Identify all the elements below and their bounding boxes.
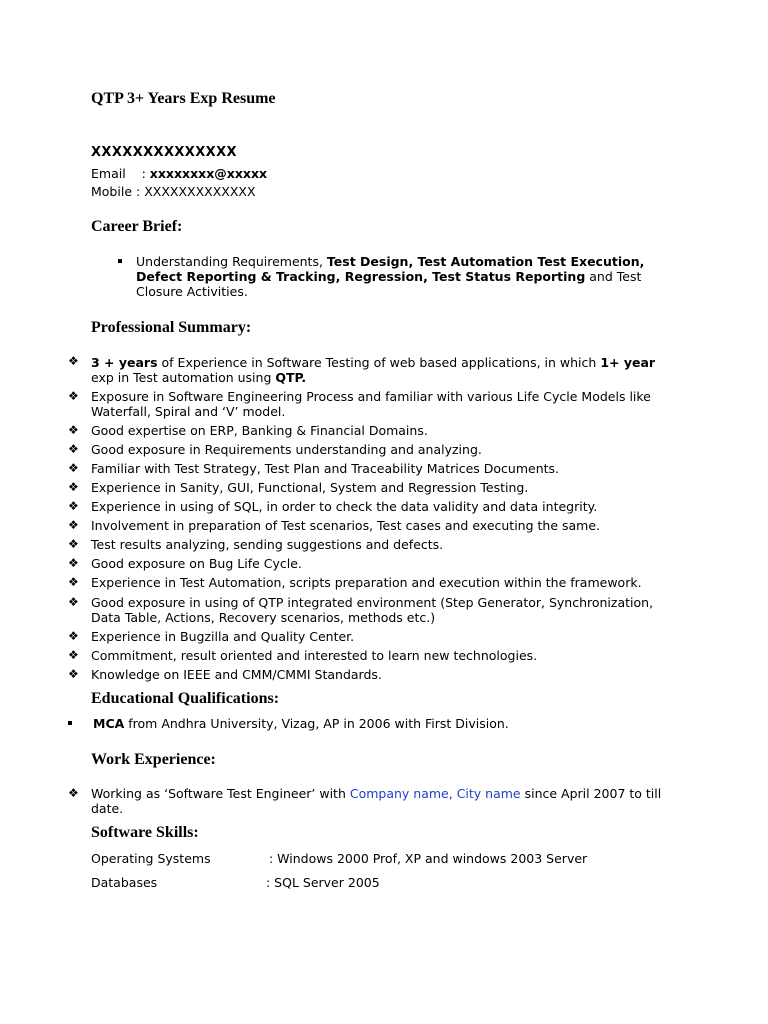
summary-bold-qtp: QTP. (275, 370, 307, 385)
career-text-2: and Test (585, 269, 642, 284)
degree-details: from Andhra University, Vizag, AP in 2006 with First Division. (124, 716, 509, 731)
list-item: Good exposure on Bug Life Cycle. (91, 556, 302, 571)
summary-qtp-line-2: Data Table, Actions, Recovery scenarios, methods etc.) (91, 610, 436, 625)
work-item (91, 786, 661, 816)
diamond-bullet-icon: ❖ (68, 667, 79, 681)
square-bullet-icon (68, 721, 72, 725)
summary-bold-year: 1+ year (600, 355, 656, 370)
list-item: Good exposure in Requirements understanding and analyzing. (91, 442, 482, 457)
diamond-bullet-icon: ❖ (68, 461, 79, 475)
square-bullet-icon (118, 259, 122, 263)
list-item: Experience in using of SQL, in order to check the data validity and data integrity. (91, 499, 598, 514)
mobile-label: Mobile : (91, 184, 141, 199)
skill-label-db: Databases (91, 875, 158, 890)
diamond-bullet-icon: ❖ (68, 442, 79, 456)
career-text-3: Closure Activities. (136, 284, 248, 299)
skill-label-os: Operating Systems (91, 851, 211, 866)
education-heading: Educational Qualifications: (91, 690, 280, 707)
list-item: Involvement in preparation of Test scenarios, Test cases and executing the same. (91, 518, 601, 533)
mobile-value: XXXXXXXXXXXXX (144, 184, 256, 199)
diamond-bullet-icon: ❖ (68, 537, 79, 551)
diamond-bullet-icon: ❖ (68, 575, 79, 589)
work-text-1: Working as ‘Software Test Engineer’ with (91, 786, 350, 801)
diamond-bullet-icon: ❖ (68, 556, 79, 570)
career-brief-heading: Career Brief: (91, 218, 183, 235)
email-line (91, 166, 267, 181)
candidate-name: XXXXXXXXXXXXXX (91, 145, 237, 160)
work-text-2: since April 2007 to till (520, 786, 662, 801)
skill-value-db: : SQL Server 2005 (266, 875, 380, 890)
career-bold-2: Defect Reporting & Tracking, Regression, Test Status Reporting (136, 269, 586, 284)
diamond-bullet-icon: ❖ (68, 389, 79, 403)
page-title: QTP 3+ Years Exp Resume (91, 90, 276, 107)
skill-value-os: : Windows 2000 Prof, XP and windows 2003 Server (269, 851, 588, 866)
diamond-bullet-icon: ❖ (68, 648, 79, 662)
career-text-1: Understanding Requirements, (136, 254, 327, 269)
list-item: Commitment, result oriented and interested to learn new technologies. (91, 648, 538, 663)
degree: MCA (93, 716, 125, 731)
list-item: Experience in Sanity, GUI, Functional, System and Regression Testing. (91, 480, 529, 495)
list-item: Test results analyzing, sending suggestions and defects. (91, 537, 444, 552)
diamond-bullet-icon: ❖ (68, 423, 79, 437)
list-item: Experience in Test Automation, scripts preparation and execution within the framework. (91, 575, 642, 590)
diamond-bullet-icon: ❖ (68, 595, 79, 609)
mobile-line (91, 184, 256, 199)
software-skills-heading: Software Skills: (91, 824, 199, 841)
summary-item-experience (91, 355, 655, 385)
summary-item-exposure (91, 389, 651, 419)
diamond-bullet-icon: ❖ (68, 354, 79, 368)
summary-text-2: exp in Test automation using (91, 370, 276, 385)
summary-exposure-line-2: Waterfall, Spiral and ‘V’ model. (91, 404, 286, 419)
diamond-bullet-icon: ❖ (68, 518, 79, 532)
work-text-3: date. (91, 801, 124, 816)
professional-summary-heading: Professional Summary: (91, 319, 252, 336)
diamond-bullet-icon: ❖ (68, 480, 79, 494)
summary-bold-years: 3 + years (91, 355, 158, 370)
diamond-bullet-icon: ❖ (68, 499, 79, 513)
education-item (93, 716, 509, 731)
summary-qtp-line-1: Good exposure in using of QTP integrated environment (Step Generator, Synchronization, (91, 595, 654, 610)
email-label: Email : (91, 166, 146, 181)
company-name: Company name, City name (349, 786, 521, 801)
career-brief-item (136, 254, 644, 299)
career-bold-1: Test Design, Test Automation Test Execution, (326, 254, 645, 269)
list-item: Familiar with Test Strategy, Test Plan and Traceability Matrices Documents. (91, 461, 559, 476)
diamond-bullet-icon: ❖ (68, 786, 79, 800)
diamond-bullet-icon: ❖ (68, 629, 79, 643)
list-item: Good expertise on ERP, Banking & Financial Domains. (91, 423, 428, 438)
summary-exposure-line-1: Exposure in Software Engineering Process and familiar with various Life Cycle Models like (91, 389, 651, 404)
list-item: Experience in Bugzilla and Quality Center. (91, 629, 355, 644)
email-value: xxxxxxxx@xxxxx (149, 166, 268, 181)
work-experience-heading: Work Experience: (91, 751, 216, 768)
list-item: Knowledge on IEEE and CMM/CMMI Standards. (91, 667, 382, 682)
summary-item-qtp (91, 595, 653, 625)
summary-text-1: of Experience in Software Testing of web based applications, in which (157, 355, 601, 370)
